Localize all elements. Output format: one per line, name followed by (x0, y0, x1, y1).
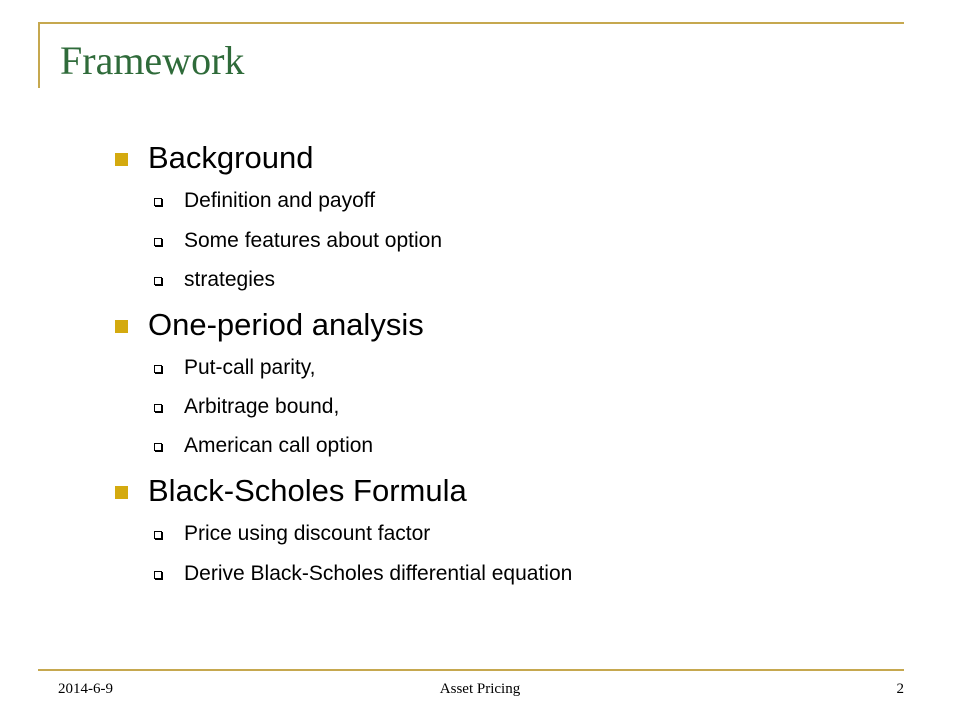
checkbox-bullet-icon (154, 365, 162, 373)
checkbox-bullet-icon (154, 277, 162, 285)
frame-bottom-line (38, 669, 904, 671)
checkbox-bullet-icon (154, 443, 162, 451)
slide-title: Framework (60, 38, 245, 83)
section-heading-one-period: One-period analysis (148, 307, 424, 342)
checkbox-bullet-icon (154, 404, 162, 412)
page-number: 2 (896, 681, 904, 697)
checkbox-bullet-icon (154, 531, 162, 539)
section-bullet (115, 486, 128, 499)
list-item: Put-call parity, (184, 356, 316, 379)
list-item: American call option (184, 434, 374, 457)
section-heading-background: Background (148, 140, 314, 175)
list-item: Derive Black-Scholes differential equation (184, 562, 573, 585)
section-bullet (115, 153, 128, 166)
footer-title: Asset Pricing (439, 681, 521, 697)
list-item: Arbitrage bound, (184, 395, 340, 418)
list-item: strategies (184, 268, 276, 291)
section-bullet (115, 320, 128, 333)
list-item: Definition and payoff (184, 189, 376, 212)
section-heading-black-scholes: Black-Scholes Formula (148, 473, 467, 508)
list-item: Price using discount factor (184, 522, 431, 545)
checkbox-bullet-icon (154, 198, 162, 206)
checkbox-bullet-icon (154, 571, 162, 579)
frame-left-line (38, 22, 40, 88)
list-item: Some features about option (184, 229, 443, 252)
frame-top-line (38, 22, 904, 24)
footer-date: 2014-6-9 (58, 681, 113, 697)
checkbox-bullet-icon (154, 238, 162, 246)
